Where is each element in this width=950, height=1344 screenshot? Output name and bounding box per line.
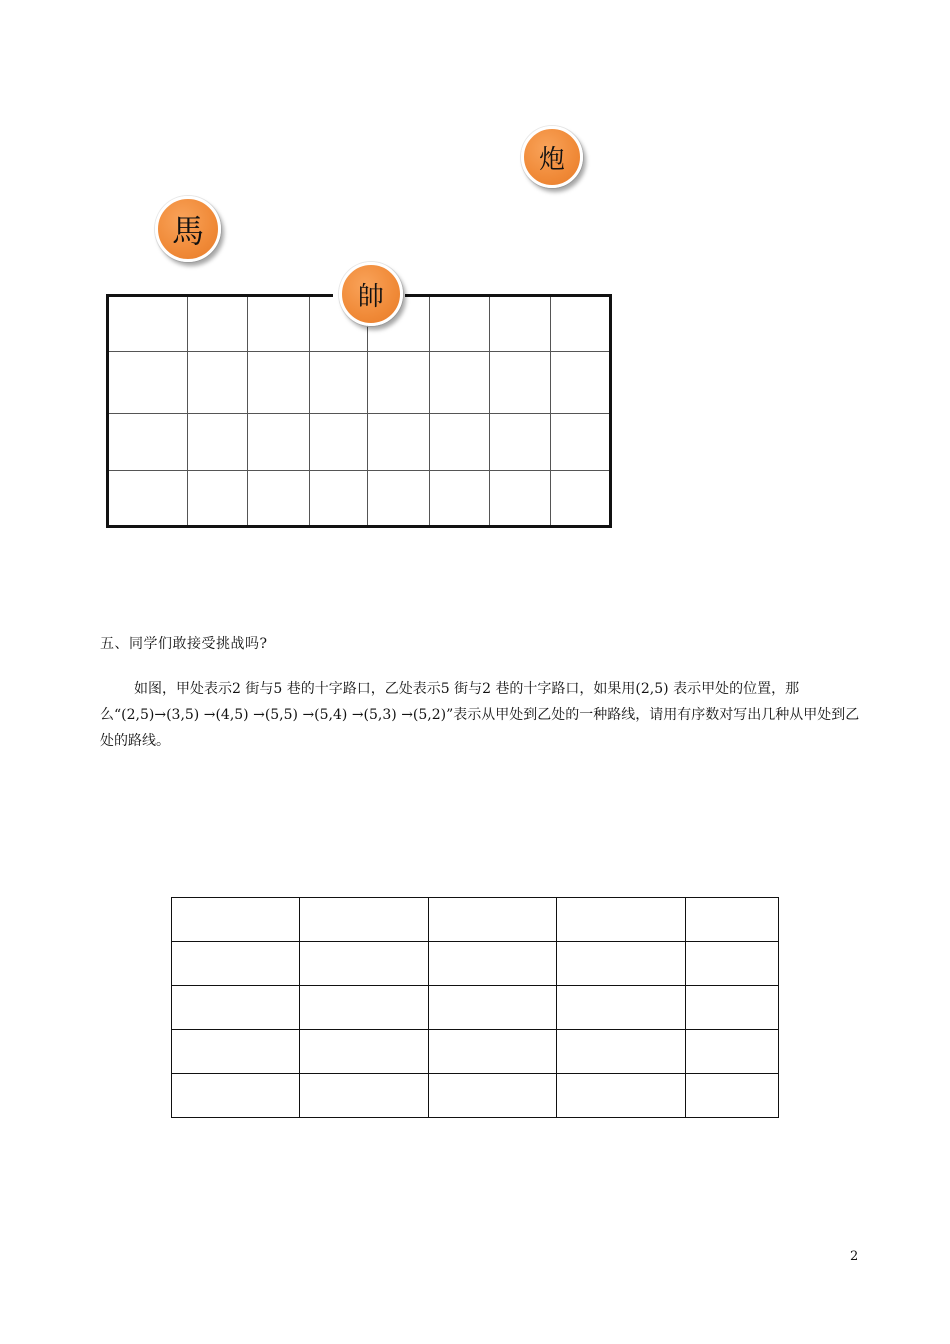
chess-grid: [106, 294, 612, 528]
grid-vline: [367, 297, 368, 525]
grid-hline: [109, 470, 609, 471]
table-cell: [300, 898, 429, 942]
table-cell: [686, 1030, 779, 1074]
grid-hline: [109, 351, 609, 352]
table-row: [172, 1030, 779, 1074]
grid-vline: [550, 297, 551, 525]
table-cell: [300, 1030, 429, 1074]
table-cell: [686, 942, 779, 986]
table-cell: [557, 942, 686, 986]
grid-vline: [309, 297, 310, 525]
table-cell: [686, 898, 779, 942]
table-cell: [300, 986, 429, 1030]
table-cell: [557, 986, 686, 1030]
chess-piece-ma: 馬: [155, 196, 221, 262]
table-cell: [172, 898, 300, 942]
grid-vline: [187, 297, 188, 525]
grid-vline: [429, 297, 430, 525]
grid-vline: [489, 297, 490, 525]
table-cell: [172, 1074, 300, 1118]
table-cell: [557, 1074, 686, 1118]
table-cell: [300, 1074, 429, 1118]
table-row: [172, 898, 779, 942]
table-cell: [686, 1074, 779, 1118]
page-number: 2: [850, 1249, 859, 1264]
table-cell: [557, 898, 686, 942]
table-cell: [686, 986, 779, 1030]
grid-hline: [109, 413, 609, 414]
table-cell: [429, 942, 557, 986]
table-cell: [429, 898, 557, 942]
table-row: [172, 1074, 779, 1118]
table-cell: [300, 942, 429, 986]
table-row: [172, 942, 779, 986]
table-cell: [429, 1030, 557, 1074]
table-cell: [557, 1030, 686, 1074]
grid-vline: [247, 297, 248, 525]
chess-piece-pao: 炮: [521, 126, 583, 188]
problem-paragraph: 如图，甲处表示2 街与5 巷的十字路口，乙处表示5 街与2 巷的十字路口，如果用(2,5) 表示甲处的位置，那么“(2,5)→(3,5) →(4,5) →(5,5) →(5,4) →(5,3) →(5,2)”表示从甲处到乙处的一种路线，请用有序数对写出几种从甲处到乙处的路线。: [100, 681, 860, 749]
table-row: [172, 986, 779, 1030]
table-cell: [172, 1030, 300, 1074]
table-cell: [429, 1074, 557, 1118]
table-cell: [172, 986, 300, 1030]
table-cell: [172, 942, 300, 986]
chess-piece-shuai: 帥: [339, 262, 403, 326]
table-cell: [429, 986, 557, 1030]
section-heading: 五、同学们敢接受挑战吗?: [100, 636, 268, 652]
answer-table: [171, 897, 779, 1118]
